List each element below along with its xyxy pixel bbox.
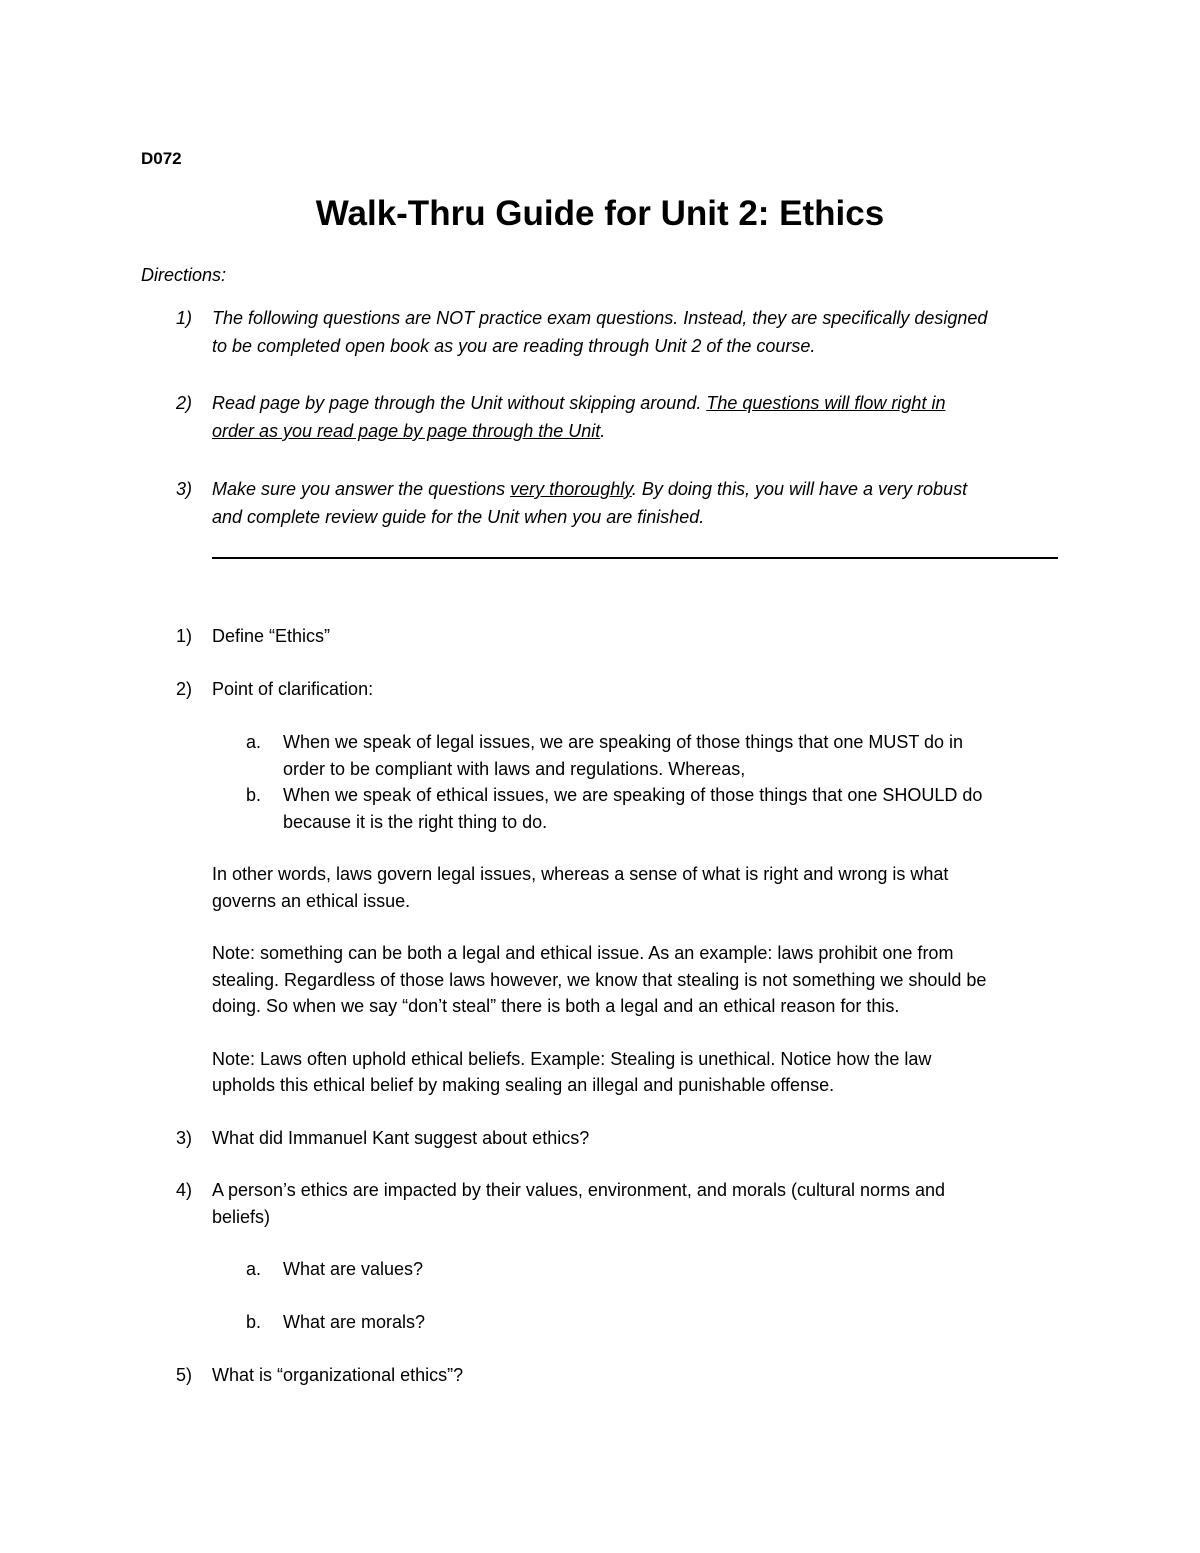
question-text: What is “organizational ethics”? [212, 1365, 464, 1385]
question-text: beliefs) [212, 1207, 271, 1227]
direction-text: Read page by page through the Unit without skipping around. The questions will flow right in [212, 393, 946, 413]
question-number: 2) [176, 679, 193, 699]
sub-item-letter: b. [246, 1312, 262, 1332]
direction-number: 1) [176, 308, 193, 328]
direction-text: Make sure you answer the questions very thoroughly. By doing this, you will have a very robust [212, 479, 968, 499]
sub-item-text: When we speak of legal issues, we are speaking of those things that one MUST do in [283, 732, 964, 752]
note-text: Note: something can be both a legal and ethical issue. As an example: laws prohibit one from [212, 943, 954, 963]
direction-text: and complete review guide for the Unit when you are finished. [212, 507, 705, 527]
page-title: Walk-Thru Guide for Unit 2: Ethics [315, 194, 885, 233]
section-divider [212, 557, 1058, 559]
sub-item-letter: a. [246, 1259, 262, 1279]
sub-item-text: When we speak of ethical issues, we are speaking of those things that one SHOULD do [283, 785, 983, 805]
question-text: Define “Ethics” [212, 626, 331, 646]
question-text: What did Immanuel Kant suggest about ethics? [212, 1128, 590, 1148]
paragraph-text: In other words, laws govern legal issues, whereas a sense of what is right and wrong is what [212, 864, 949, 884]
direction-text: to be completed open book as you are reading through Unit 2 of the course. [212, 336, 816, 356]
note-text: stealing. Regardless of those laws however, we know that stealing is not something we should be [212, 970, 987, 990]
direction-text: order as you read page by page through the Unit. [212, 421, 606, 441]
note-text: Note: Laws often uphold ethical beliefs. Example: Stealing is unethical. Notice how the law [212, 1049, 932, 1069]
direction-number: 2) [176, 393, 193, 413]
course-code: D072 [141, 149, 182, 168]
sub-item-text: order to be compliant with laws and regulations. Whereas, [283, 759, 746, 779]
question-number: 1) [176, 626, 193, 646]
direction-text: The following questions are NOT practice exam questions. Instead, they are specifically designed [212, 308, 988, 328]
note-text: upholds this ethical belief by making sealing an illegal and punishable offense. [212, 1075, 835, 1095]
question-text: A person’s ethics are impacted by their values, environment, and morals (cultural norms and [212, 1180, 946, 1200]
directions-heading: Directions: [141, 265, 227, 285]
sub-item-text: What are morals? [283, 1312, 426, 1332]
question-number: 4) [176, 1180, 193, 1200]
question-number: 3) [176, 1128, 193, 1148]
direction-number: 3) [176, 479, 193, 499]
sub-item-text: What are values? [283, 1259, 424, 1279]
question-number: 5) [176, 1365, 193, 1385]
question-text: Point of clarification: [212, 679, 374, 699]
sub-item-letter: a. [246, 732, 262, 752]
sub-item-letter: b. [246, 785, 262, 805]
paragraph-text: governs an ethical issue. [212, 891, 411, 911]
sub-item-text: because it is the right thing to do. [283, 812, 548, 832]
note-text: doing. So when we say “don’t steal” there is both a legal and an ethical reason for this. [212, 996, 900, 1016]
